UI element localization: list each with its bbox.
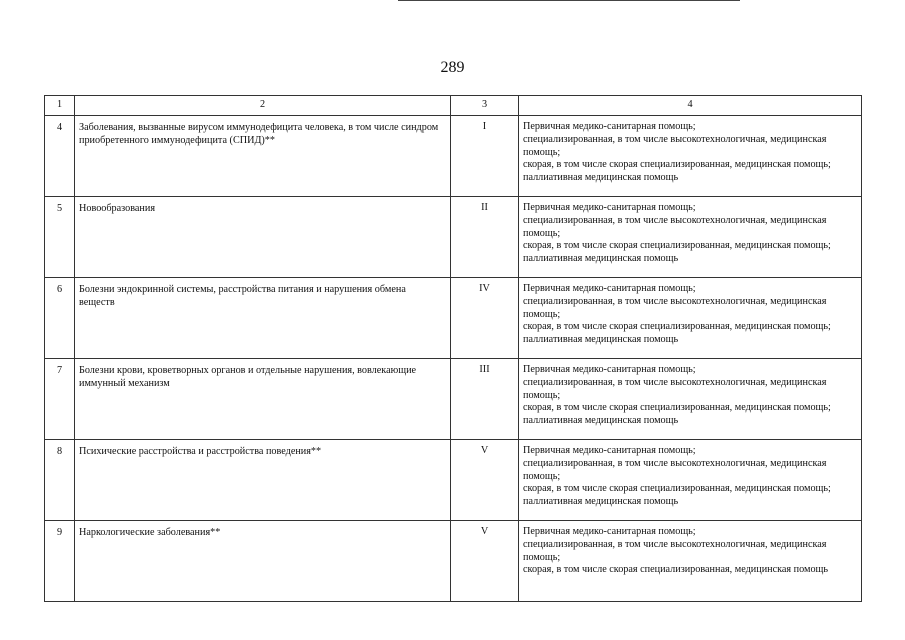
care-types	[519, 197, 862, 278]
header-cell: 1	[45, 96, 75, 116]
disease-care-table	[44, 95, 862, 602]
care-type-line: скорая, в том числе скорая специализированная, медицинская помощь;	[523, 159, 831, 171]
row-number: 5	[45, 197, 75, 278]
care-types	[519, 116, 862, 197]
disease-group: V	[451, 440, 519, 521]
care-type-line: скорая, в том числе скорая специализированная, медицинская помощь;	[523, 402, 831, 414]
care-type-line: паллиативная медицинская помощь	[523, 253, 679, 265]
care-types	[519, 440, 862, 521]
care-type-line: специализированная, в том числе высокотехнологичная, медицинская помощь;	[523, 538, 827, 563]
row-number: 7	[45, 359, 75, 440]
disease-name: Новообразования	[75, 197, 451, 278]
header-cell: 3	[451, 96, 519, 116]
care-type-line: Первичная медико-санитарная помощь;	[523, 445, 696, 456]
disease-group: IV	[451, 278, 519, 359]
table-row	[45, 440, 862, 521]
care-type-line: Первичная медико-санитарная помощь;	[523, 283, 696, 294]
table-header-row	[45, 96, 862, 116]
disease-group: III	[451, 359, 519, 440]
care-type-line: паллиативная медицинская помощь	[523, 334, 679, 346]
care-type-line: специализированная, в том числе высокотехнологичная, медицинская помощь;	[523, 295, 827, 320]
disease-name: Болезни крови, кроветворных органов и отдельные нарушения, вовлекающие иммунный механизм	[75, 359, 451, 440]
row-number: 9	[45, 521, 75, 602]
disease-name: Психические расстройства и расстройства поведения**	[75, 440, 451, 521]
table-row	[45, 197, 862, 278]
table-row	[45, 278, 862, 359]
care-types	[519, 521, 862, 602]
care-type-line: скорая, в том числе скорая специализированная, медицинская помощь	[523, 564, 829, 576]
row-number: 4	[45, 116, 75, 197]
header-cell: 4	[519, 96, 862, 116]
disease-name: Заболевания, вызванные вирусом иммунодефицита человека, в том числе синдром приобретенного иммунодефицита (СПИД)**	[75, 116, 451, 197]
care-type-line: Первичная медико-санитарная помощь;	[523, 526, 696, 537]
care-types	[519, 359, 862, 440]
care-type-line: специализированная, в том числе высокотехнологичная, медицинская помощь;	[523, 214, 827, 239]
care-type-line: специализированная, в том числе высокотехнологичная, медицинская помощь;	[523, 133, 827, 158]
care-type-line: скорая, в том числе скорая специализированная, медицинская помощь;	[523, 321, 831, 333]
disease-group: V	[451, 521, 519, 602]
table-row	[45, 359, 862, 440]
header-cell: 2	[75, 96, 451, 116]
care-type-line: специализированная, в том числе высокотехнологичная, медицинская помощь;	[523, 376, 827, 401]
care-type-line: паллиативная медицинская помощь	[523, 172, 679, 184]
table-row	[45, 116, 862, 197]
disease-name: Наркологические заболевания**	[75, 521, 451, 602]
page-number: 289	[440, 59, 465, 76]
care-type-line: паллиативная медицинская помощь	[523, 496, 679, 508]
row-number: 8	[45, 440, 75, 521]
care-type-line: скорая, в том числе скорая специализированная, медицинская помощь;	[523, 240, 831, 252]
disease-group: I	[451, 116, 519, 197]
care-type-line: скорая, в том числе скорая специализированная, медицинская помощь;	[523, 483, 831, 495]
disease-group: II	[451, 197, 519, 278]
care-type-line: Первичная медико-санитарная помощь;	[523, 202, 696, 213]
row-number: 6	[45, 278, 75, 359]
care-types	[519, 278, 862, 359]
table-row	[45, 521, 862, 602]
disease-name: Болезни эндокринной системы, расстройства питания и нарушения обмена веществ	[75, 278, 451, 359]
care-type-line: Первичная медико-санитарная помощь;	[523, 121, 696, 132]
top-rule	[398, 0, 740, 1]
care-type-line: специализированная, в том числе высокотехнологичная, медицинская помощь;	[523, 457, 827, 482]
care-type-line: паллиативная медицинская помощь	[523, 415, 679, 427]
care-type-line: Первичная медико-санитарная помощь;	[523, 364, 696, 375]
